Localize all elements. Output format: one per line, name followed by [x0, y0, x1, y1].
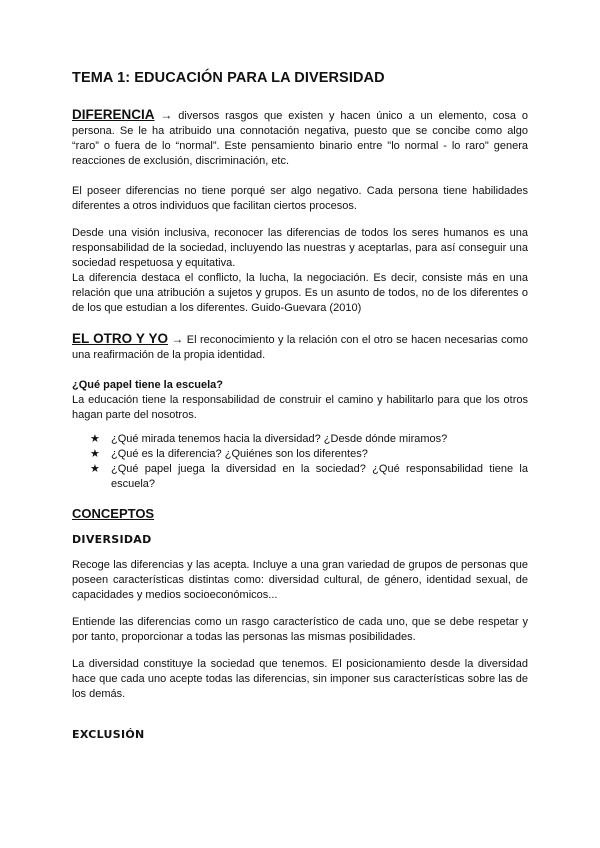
list-item: [90, 432, 528, 447]
paragraph-vision-inclusiva: Desde una visión inclusiva, reconocer las diferencias de todos los seres humanos es una responsabilidad de la sociedad, incluyendo las nuestras y aceptarlas, para así conseguir una sociedad respetuosa y equitativa.: [72, 227, 528, 269]
diferencia-definition: [72, 107, 528, 169]
question-list: [72, 432, 528, 492]
diferencia-term: DIFERENCIA: [72, 107, 155, 122]
list-item: [90, 447, 528, 462]
conceptos-heading: CONCEPTOS: [72, 506, 155, 521]
diversidad-paragraph-1: Recoge las diferencias y las acepta. Incluye a una gran variedad de grupos de personas que poseen características distintas como: diversidad cultural, de género, identidad sexual, de capacidades y medios socioeconómicos...: [72, 559, 528, 601]
escuela-question: ¿Qué papel tiene la escuela?: [72, 379, 223, 391]
arrow-icon: →: [160, 108, 173, 122]
diversidad-heading: DIVERSIDAD: [72, 533, 152, 546]
diversidad-paragraph-2: Entiende las diferencias como un rasgo característico de cada uno, que se debe respetar y por tanto, proporcionar a todas las personas las mismas posibilidades.: [72, 616, 528, 643]
list-item-text: ¿Qué papel juega la diversidad en la sociedad? ¿Qué responsabilidad tiene la escuela?: [111, 463, 528, 490]
paragraph-conflicto: La diferencia destaca el conflicto, la lucha, la negociación. Es decir, consiste más en una relación que una atribución a sujetos y grupos. Es un asunto de todos, no de los diferentes o de los que estudian a los diferentes. Guido-Guevara (2010): [72, 272, 528, 314]
list-item: [90, 462, 528, 492]
star-icon: ★: [90, 463, 100, 475]
document-title: TEMA 1: EDUCACIÓN PARA LA DIVERSIDAD: [72, 70, 385, 86]
star-icon: ★: [90, 433, 100, 445]
diversidad-paragraph-3: La diversidad constituye la sociedad que tenemos. El posicionamiento desde la diversidad hace que cada uno acepte todas las diferencias, sin imponer sus características sobre las de los demás.: [72, 658, 528, 700]
diferencia-text: diversos rasgos que existen y hacen único a un elemento, cosa o persona. Se le ha atribuido una connotación negativa, puesto que se concibe como algo “raro” o fuera de lo “normal”. Este pensamiento binario entre "lo normal - lo raro" genera reacciones de exclusión, discriminación, etc.: [72, 110, 528, 167]
escuela-answer: La educación tiene la responsabilidad de construir el camino y habilitarlo para que los otros hagan parte del nosotros.: [72, 394, 528, 421]
otro-term: EL OTRO Y YO: [72, 331, 169, 346]
arrow-icon: →: [171, 332, 184, 346]
list-item-text: ¿Qué mirada tenemos hacia la diversidad? ¿Desde dónde miramos?: [111, 433, 448, 445]
paragraph-poseer-diferencias: El poseer diferencias no tiene porqué ser algo negativo. Cada persona tiene habilidades diferentes a otros individuos que facilitan ciertos procesos.: [72, 185, 528, 212]
exclusion-heading: EXCLUSIÓN: [72, 728, 145, 741]
otro-text: El reconocimiento y la relación con el otro se hacen necesarias como una reafirmación de la propia identidad.: [72, 334, 528, 361]
star-icon: ★: [90, 448, 100, 460]
list-item-text: ¿Qué es la diferencia? ¿Quiénes son los diferentes?: [111, 448, 368, 460]
otro-definition: [72, 331, 528, 363]
